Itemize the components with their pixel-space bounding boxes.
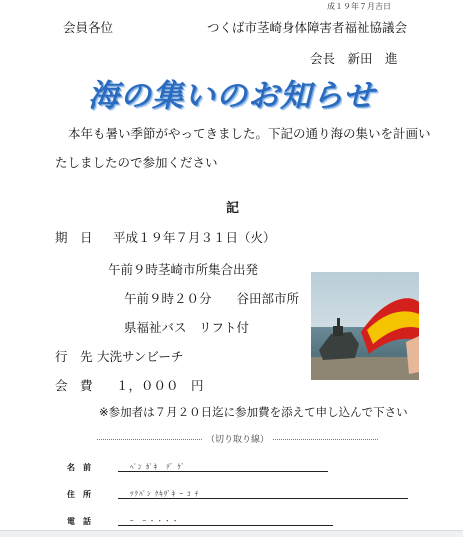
form-address-handwriting: ﾂｸﾊﾞｼ ｸｷｻﾞｷ ｰ ｺ ﾁ (130, 490, 200, 498)
date-label: 期 日 (55, 230, 93, 245)
ki-heading: 記 (226, 201, 240, 216)
intro-line-1: 本年も暑い季節がやってきました。下記の通り海の集いを計画い (68, 126, 431, 141)
destination-value: 大洗サンビーチ (97, 349, 184, 364)
bus-info: 県福祉バス リフト付 (124, 320, 250, 335)
issue-date: 成１９年７月吉日 (327, 2, 391, 11)
organization: つくば市茎崎身体障害者福祉協議会 (207, 20, 408, 35)
fee-label: 会 費 (55, 378, 93, 393)
notice-title: 海の集いのお知らせ (87, 78, 376, 114)
recipient: 会員各位 (63, 20, 114, 35)
form-phone-line (118, 525, 333, 526)
cut-line (93, 432, 382, 445)
departure-2: 午前９時２０分 谷田部市所 (124, 291, 300, 306)
form-name-label: 名 前 (67, 463, 91, 472)
destination-label: 行 先 (55, 349, 93, 364)
form-name-handwriting: ﾍﾟﾝ ｶﾞｷ ﾃﾞ ｹﾞ (130, 463, 186, 471)
cut-line-dots-right (273, 439, 378, 440)
form-address-line (118, 498, 408, 499)
deadline-note: ※参加者は７月２０日迄に参加費を添えて申し込んで下さい (99, 405, 408, 419)
beach-photo (311, 272, 419, 380)
fee-value: １，０００ 円 (116, 378, 204, 393)
intro-line-2: たしましたので参加ください (55, 155, 218, 170)
form-phone-label: 電 話 (67, 517, 91, 526)
date-value: 平成１９年７月３１日（火） (113, 230, 276, 245)
beach-boat-flag-icon (311, 272, 419, 380)
cut-line-dots-left (97, 439, 202, 440)
form-name-line (118, 471, 328, 472)
form-address-label: 住 所 (67, 490, 91, 499)
cut-line-label: （切り取り線） (206, 435, 270, 445)
departure-1: 午前９時茎崎市所集合出発 (108, 262, 259, 277)
president: 会長 新田 進 (310, 51, 398, 66)
form-phone-handwriting: ｰ ｰ ･ ･ ･ ･ (130, 517, 178, 525)
